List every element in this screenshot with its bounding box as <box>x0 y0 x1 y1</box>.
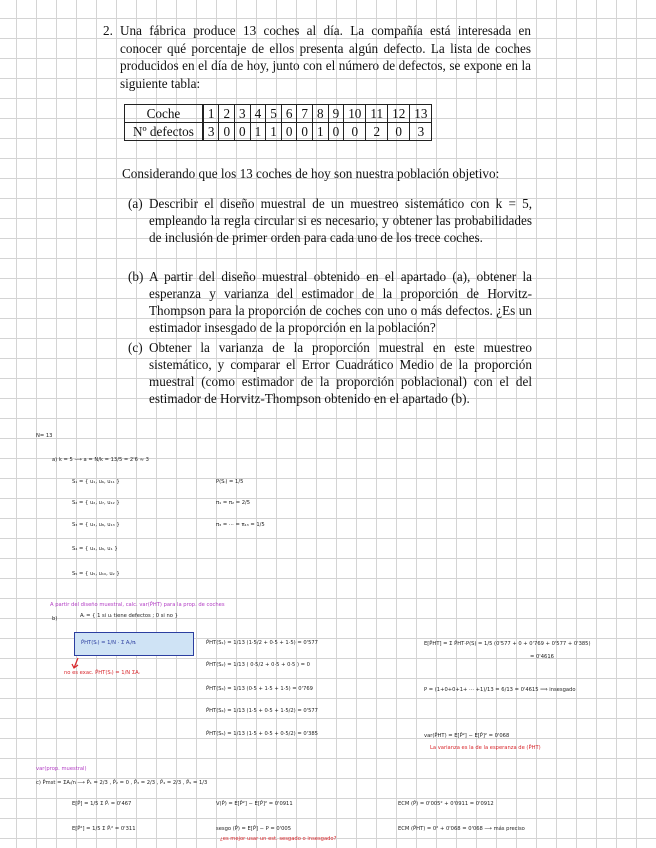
note-pi3: π₃ = ··· = π₁₃ = 1/5 <box>216 522 265 528</box>
cell-coche: 3 <box>235 105 251 123</box>
problem-number: 2. <box>103 23 113 38</box>
note-ecm2: ECM (P̂HT) = 0² + 0'068 = 0'068 ⟶ más preciso <box>398 826 525 832</box>
note-ep1: E[P̂] = 1/5 Σ P̂ᵢ = 0'467 <box>72 801 132 807</box>
cell-defectos: 3 <box>410 123 432 141</box>
cell-defectos: 0 <box>235 123 251 141</box>
red-arrowhead-icon <box>72 664 78 668</box>
note-p-pop: P = (1+0+0+1+ ··· +1)/13 = 6/13 = 0'4615 ⟹ insesgado <box>424 687 576 693</box>
note-p-s: P(Sᵢ) = 1/5 <box>216 479 244 485</box>
note-b-ai: Aᵢ = { 1 si uᵢ tiene defectos ; 0 si no } <box>80 613 178 619</box>
note-red-under: no es exac. P̂HT(Sᵢ) = 1/N ΣAᵢ <box>64 670 140 676</box>
cell-coche: 7 <box>297 105 313 123</box>
note-var-ht: var(P̂HT) = E[P̂²] − E[P̂]² = 0'068 <box>424 733 510 739</box>
note-red-var: La varianza es la de la esperanza de (P̂HT) <box>430 745 541 751</box>
cell-defectos: 0 <box>281 123 297 141</box>
cell-coche: 9 <box>328 105 344 123</box>
cell-defectos: 2 <box>366 123 388 141</box>
item-text: Obtener la varianza de la proporción muestral en este muestreo sistemático, y comparar el Error Cuadrático Medio de la proporción muestral (como estimador de la proporción poblacional) con el del estimador de Horvitz-Thompson obtenido en el apartado (b). <box>149 340 532 406</box>
note-ep2: E[P̂²] = 1/5 Σ P̂ᵢ² = 0'311 <box>72 826 136 832</box>
note-a-head: a) k = 5 ⟶ a = N/k = 13/5 = 2'6 ≈ 3 <box>52 457 149 463</box>
cell-defectos: 0 <box>328 123 344 141</box>
note-s3: S₃ = { u₃, u₈, u₁₃ } <box>72 522 120 528</box>
cell-coche: 6 <box>281 105 297 123</box>
note-ht3: P̂HT(S₃) = 1/13 (0·5 + 1·5 + 1·5) = 0'769 <box>206 686 313 692</box>
cell-coche: 4 <box>250 105 266 123</box>
note-c-line: c) P̂mst = ΣAᵢ/n ⟶ P̂₁ = 2/3 , P̂₂ = 0 , P̂₃ = 2/3 , P̂₄ = 2/3 , P̂₅ = 1/3 <box>36 780 208 786</box>
cell-defectos: 1 <box>250 123 266 141</box>
note-ecm1: ECM (P̂) = 0'005² + 0'0911 = 0'0912 <box>398 801 494 807</box>
row-label-defectos: Nº defectos <box>125 123 203 141</box>
problem-intro <box>103 22 531 92</box>
cell-coche: 13 <box>410 105 432 123</box>
note-b-purple: A partir del diseño muestral, calc. var(P̂HT) para la prop. de coches <box>50 602 225 608</box>
cell-defectos: 1 <box>313 123 329 141</box>
table-row-defectos <box>125 123 432 141</box>
considerando-text: Considerando que los 13 coches de hoy son nuestra población objetivo: <box>122 166 500 181</box>
note-s1: S₁ = { u₁, u₆, u₁₁ } <box>72 479 120 485</box>
cell-coche: 10 <box>344 105 366 123</box>
note-sesgo: sesgo (P̂) = E[P̂] − P = 0'005 <box>216 826 292 832</box>
defects-table <box>124 104 432 141</box>
note-vp: V(P̂) = E[P̂²] − E[P̂]² = 0'0911 <box>216 801 293 807</box>
ht-estimator-formula: P̂HT(Sᵢ) = 1/N · Σ Aᵢ/πᵢ <box>81 640 137 646</box>
note-s4: S₄ = { u₄, u₉, u₁ } <box>72 546 118 552</box>
note-s5: S₅ = { u₅, u₁₀, u₂ } <box>72 571 120 577</box>
note-e-ht: E[P̂HT] = Σ P̂HT·P(S) = 1/5 (0'577 + 0 + 0'769 + 0'577 + 0'385) <box>424 641 591 647</box>
note-e-ht2: = 0'4616 <box>530 654 554 660</box>
problem-intro-text: Una fábrica produce 13 coches al día. La compañía está interesada en conocer qué porcentaje de ellos presenta algún defecto. La lista de coches producidos en el día de hoy, junto con el número de defectos, se expone en la siguiente tabla: <box>120 23 531 91</box>
cell-coche: 5 <box>266 105 282 123</box>
cell-defectos: 0 <box>388 123 410 141</box>
cell-coche: 2 <box>219 105 235 123</box>
cell-defectos: 0 <box>297 123 313 141</box>
note-ht5: P̂HT(S₅) = 1/13 (1·5 + 0·5 + 0·5/2) = 0'385 <box>206 731 318 737</box>
note-s2: S₂ = { u₂, u₇, u₁₂ } <box>72 500 120 506</box>
cell-defectos: 0 <box>344 123 366 141</box>
item-b <box>128 268 532 336</box>
note-n: N= 13 <box>36 433 53 439</box>
cell-coche: 11 <box>366 105 388 123</box>
cell-coche: 12 <box>388 105 410 123</box>
note-red-sesgo: ¿es mejor usar un est. sesgado o insesgado? <box>220 836 337 842</box>
note-ht2: P̂HT(S₂) = 1/13 ( 0·5/2 + 0·5 + 0·5 ) = 0 <box>206 662 310 668</box>
item-c <box>128 339 532 407</box>
cell-coche: 8 <box>313 105 329 123</box>
note-ht4: P̂HT(S₄) = 1/13 (1·5 + 0·5 + 1·5/2) = 0'577 <box>206 708 318 714</box>
cell-defectos: 0 <box>219 123 235 141</box>
item-label: (b) <box>128 269 144 284</box>
item-text: Describir el diseño muestral de un muestreo sistemático con k = 5, empleando la regla circular si es necesario, y obtener las probabilidades de inclusión de primer orden para cada uno de los trece coches. <box>149 196 532 245</box>
cell-defectos: 1 <box>266 123 282 141</box>
item-label: (c) <box>128 340 143 355</box>
row-label-coche: Coche <box>125 105 203 123</box>
item-a <box>128 195 532 246</box>
note-b-label: b) <box>52 616 58 622</box>
note-c-purple: var(prop. muestral) <box>36 766 87 772</box>
note-pi1: π₁ = π₂ = 2/5 <box>216 500 251 506</box>
item-label: (a) <box>128 196 143 211</box>
ht-estimator-box <box>74 632 194 656</box>
cell-defectos: 3 <box>203 123 219 141</box>
note-ht1: P̂HT(S₁) = 1/13 (1·5/2 + 0·5 + 1·5) = 0'577 <box>206 640 318 646</box>
table-row-coche <box>125 105 432 123</box>
cell-coche: 1 <box>203 105 219 123</box>
item-text: A partir del diseño muestral obtenido en el apartado (a), obtener la esperanza y varianza del estimador de la proporción de Horvitz-Thompson para la proporción de coches con uno o más defectos. ¿Es un estimador insesgado de la proporción en la población? <box>149 269 532 335</box>
red-arrow-icon <box>74 658 78 668</box>
